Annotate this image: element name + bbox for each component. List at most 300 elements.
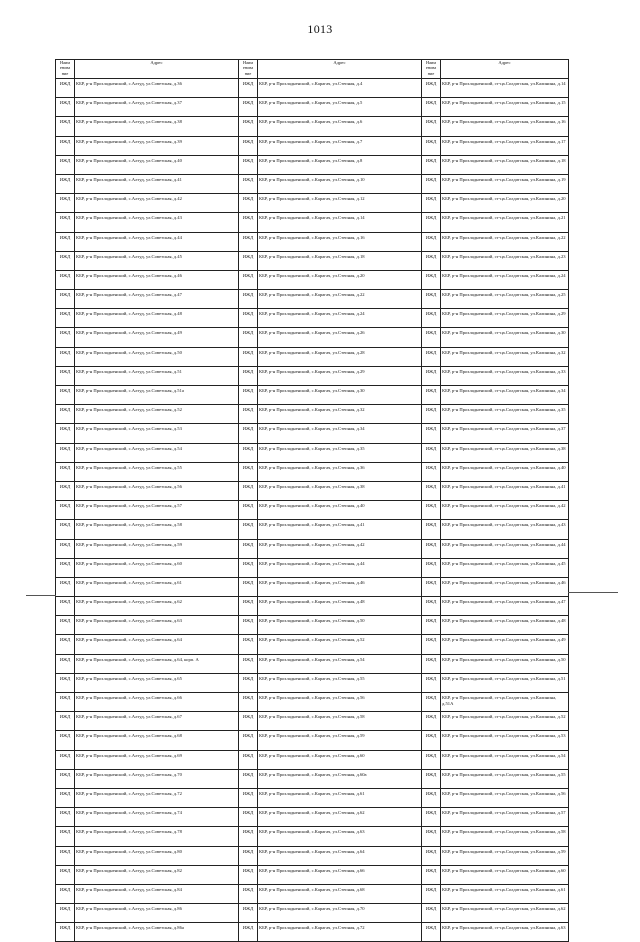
row-address-1: КБР, р-н Прохладненский, с.Алтуд, ул.Советская, д.48 (75, 309, 239, 328)
row-address-1: КБР, р-н Прохладненский, с.Алтуд, ул.Советская, д.56 (75, 481, 239, 500)
row-type-1: ИЖД (56, 270, 75, 289)
table-row (56, 654, 569, 673)
header-address-1: Адрес (75, 60, 239, 79)
row-type-2: ИЖД (239, 309, 258, 328)
table-row (56, 501, 569, 520)
table-row (56, 712, 569, 731)
row-address-1: КБР, р-н Прохладненский, с.Алтуд, ул.Советская, д.53 (75, 424, 239, 443)
row-type-2: ИЖД (239, 290, 258, 309)
table-row (56, 539, 569, 558)
row-type-3: ИЖД (422, 750, 441, 769)
table-row (56, 673, 569, 692)
row-address-2: КБР, р-н Прохладненский, с.Карагач, ул.Степная, д.62 (258, 808, 422, 827)
row-address-3: КБР, р-н Прохладненский, ст-ца.Солдатская, ул.Калинина, д.40 (441, 462, 569, 481)
row-type-1: ИЖД (56, 788, 75, 807)
row-type-1: ИЖД (56, 712, 75, 731)
row-address-2: КБР, р-н Прохладненский, с.Карагач, ул.Степная, д.8 (258, 155, 422, 174)
row-address-1: КБР, р-н Прохладненский, с.Алтуд, ул.Советская, д.52 (75, 405, 239, 424)
row-type-2: ИЖД (239, 424, 258, 443)
row-address-1: КБР, р-н Прохладненский, с.Алтуд, ул.Советская, д.51а (75, 386, 239, 405)
row-address-3: КБР, р-н Прохладненский, ст-ца.Солдатская, ул.Калинина, д.14 (441, 79, 569, 98)
table-row (56, 309, 569, 328)
row-address-3: КБР, р-н Прохладненский, ст-ца.Солдатская, ул.Калинина, д.49 (441, 635, 569, 654)
row-address-3: КБР, р-н Прохладненский, ст-ца.Солдатская, ул.Калинина, д.50 (441, 654, 569, 673)
row-type-1: ИЖД (56, 194, 75, 213)
row-address-1: КБР, р-н Прохладненский, с.Алтуд, ул.Советская, д.40 (75, 155, 239, 174)
row-type-1: ИЖД (56, 884, 75, 903)
row-type-3: ИЖД (422, 693, 441, 712)
table-row (56, 98, 569, 117)
row-address-2: КБР, р-н Прохладненский, с.Карагач, ул.Степная, д.50 (258, 616, 422, 635)
header-type-2: Наим енова ние (239, 60, 258, 79)
row-address-2: КБР, р-н Прохладненский, с.Карагач, ул.Степная, д.41 (258, 520, 422, 539)
header-row (56, 60, 569, 79)
row-address-2: КБР, р-н Прохладненский, с.Карагач, ул.Степная, д.60а (258, 769, 422, 788)
row-address-2: КБР, р-н Прохладненский, с.Карагач, ул.Степная, д.61 (258, 788, 422, 807)
row-type-1: ИЖД (56, 136, 75, 155)
row-type-1: ИЖД (56, 865, 75, 884)
row-type-1: ИЖД (56, 481, 75, 500)
row-address-3: КБР, р-н Прохладненский, ст-ца.Солдатская, ул.Калинина, д.15 (441, 98, 569, 117)
row-type-2: ИЖД (239, 251, 258, 270)
table-row (56, 155, 569, 174)
table-row (56, 462, 569, 481)
table-row (56, 788, 569, 807)
row-type-1: ИЖД (56, 808, 75, 827)
row-address-3: КБР, р-н Прохладненский, ст-ца.Солдатская, ул.Калинина, д.61 (441, 884, 569, 903)
row-address-3: КБР, р-н Прохладненский, ст-ца.Солдатская, ул.Калинина, д.62 (441, 904, 569, 923)
table-row (56, 136, 569, 155)
row-type-3: ИЖД (422, 424, 441, 443)
row-type-1: ИЖД (56, 731, 75, 750)
row-address-1: КБР, р-н Прохладненский, с.Алтуд, ул.Советская, д.66 (75, 693, 239, 712)
row-address-3: КБР, р-н Прохладненский, ст-ца.Солдатская, ул.Калинина, д.56 (441, 788, 569, 807)
row-address-1: КБР, р-н Прохладненский, с.Алтуд, ул.Советская, д.39 (75, 136, 239, 155)
header-address-2: Адрес (258, 60, 422, 79)
row-address-1: КБР, р-н Прохладненский, с.Алтуд, ул.Советская, д.63 (75, 616, 239, 635)
table-row (56, 769, 569, 788)
row-type-2: ИЖД (239, 386, 258, 405)
row-address-3: КБР, р-н Прохладненский, ст-ца.Солдатская, ул.Калинина, д.53 (441, 731, 569, 750)
row-type-3: ИЖД (422, 788, 441, 807)
row-type-3: ИЖД (422, 328, 441, 347)
row-type-3: ИЖД (422, 366, 441, 385)
row-type-2: ИЖД (239, 405, 258, 424)
table-row (56, 597, 569, 616)
table-row (56, 328, 569, 347)
row-address-1: КБР, р-н Прохладненский, с.Алтуд, ул.Советская, д.49 (75, 328, 239, 347)
row-address-1: КБР, р-н Прохладненский, с.Алтуд, ул.Советская, д.82 (75, 865, 239, 884)
row-address-1: КБР, р-н Прохладненский, с.Алтуд, ул.Советская, д.64, корп. А (75, 654, 239, 673)
row-address-2: КБР, р-н Прохладненский, с.Карагач, ул.Степная, д.40 (258, 501, 422, 520)
table-row (56, 232, 569, 251)
row-type-3: ИЖД (422, 712, 441, 731)
row-type-3: ИЖД (422, 884, 441, 903)
row-address-1: КБР, р-н Прохладненский, с.Алтуд, ул.Советская, д.47 (75, 290, 239, 309)
row-type-1: ИЖД (56, 290, 75, 309)
row-address-1: КБР, р-н Прохладненский, с.Алтуд, ул.Советская, д.67 (75, 712, 239, 731)
row-address-2: КБР, р-н Прохладненский, с.Карагач, ул.Степная, д.7 (258, 136, 422, 155)
row-type-3: ИЖД (422, 136, 441, 155)
row-address-2: КБР, р-н Прохладненский, с.Карагач, ул.Степная, д.54 (258, 654, 422, 673)
row-address-2: КБР, р-н Прохладненский, с.Карагач, ул.Степная, д.34 (258, 424, 422, 443)
row-address-1: КБР, р-н Прохладненский, с.Алтуд, ул.Советская, д.50 (75, 347, 239, 366)
row-address-1: КБР, р-н Прохладненский, с.Алтуд, ул.Советская, д.41 (75, 174, 239, 193)
row-type-3: ИЖД (422, 520, 441, 539)
table-row (56, 347, 569, 366)
row-type-2: ИЖД (239, 174, 258, 193)
row-address-3: КБР, р-н Прохладненский, ст-ца.Солдатская, ул.Калинина, д.46 (441, 577, 569, 596)
row-type-1: ИЖД (56, 347, 75, 366)
row-address-1: КБР, р-н Прохладненский, с.Алтуд, ул.Советская, д.65 (75, 673, 239, 692)
row-type-2: ИЖД (239, 788, 258, 807)
table-row (56, 443, 569, 462)
row-address-3: КБР, р-н Прохладненский, ст-ца.Солдатская, ул.Калинина, д.20 (441, 194, 569, 213)
row-address-1: КБР, р-н Прохладненский, с.Алтуд, ул.Советская, д.36 (75, 79, 239, 98)
row-address-2: КБР, р-н Прохладненский, с.Карагач, ул.Степная, д.63 (258, 827, 422, 846)
row-type-3: ИЖД (422, 98, 441, 117)
row-type-2: ИЖД (239, 270, 258, 289)
row-type-2: ИЖД (239, 136, 258, 155)
row-address-3: КБР, р-н Прохладненский, ст-ца.Солдатская, ул.Калинина, д.54 (441, 750, 569, 769)
row-type-1: ИЖД (56, 539, 75, 558)
row-address-3: КБР, р-н Прохладненский, ст-ца.Солдатская, ул.Калинина, д.38 (441, 443, 569, 462)
row-type-1: ИЖД (56, 827, 75, 846)
row-type-2: ИЖД (239, 347, 258, 366)
row-type-3: ИЖД (422, 405, 441, 424)
row-address-1: КБР, р-н Прохладненский, с.Алтуд, ул.Советская, д.70 (75, 769, 239, 788)
address-table (55, 59, 569, 942)
row-address-2: КБР, р-н Прохладненский, с.Карагач, ул.Степная, д.66 (258, 865, 422, 884)
row-type-3: ИЖД (422, 846, 441, 865)
table-row (56, 577, 569, 596)
row-type-2: ИЖД (239, 155, 258, 174)
row-address-3: КБР, р-н Прохладненский, ст-ца.Солдатская, ул.Калинина, д.23 (441, 251, 569, 270)
row-address-1: КБР, р-н Прохладненский, с.Алтуд, ул.Советская, д.54 (75, 443, 239, 462)
table-row (56, 481, 569, 500)
row-type-1: ИЖД (56, 673, 75, 692)
row-type-2: ИЖД (239, 654, 258, 673)
row-address-2: КБР, р-н Прохладненский, с.Карагач, ул.Степная, д.5 (258, 98, 422, 117)
row-type-2: ИЖД (239, 635, 258, 654)
row-type-2: ИЖД (239, 462, 258, 481)
row-address-3: КБР, р-н Прохладненский, ст-ца.Солдатская, ул.Калинина, д.51А (441, 693, 569, 712)
row-address-1: КБР, р-н Прохладненский, с.Алтуд, ул.Советская, д.80 (75, 846, 239, 865)
row-type-1: ИЖД (56, 635, 75, 654)
row-type-3: ИЖД (422, 616, 441, 635)
row-type-2: ИЖД (239, 232, 258, 251)
row-address-3: КБР, р-н Прохладненский, ст-ца.Солдатская, ул.Калинина, д.45 (441, 558, 569, 577)
page-number: 1013 (307, 22, 333, 36)
row-address-3: КБР, р-н Прохладненский, ст-ца.Солдатская, ул.Калинина, д.19 (441, 174, 569, 193)
row-type-2: ИЖД (239, 481, 258, 500)
row-address-2: КБР, р-н Прохладненский, с.Карагач, ул.Степная, д.20 (258, 270, 422, 289)
row-address-2: КБР, р-н Прохладненский, с.Карагач, ул.Степная, д.18 (258, 251, 422, 270)
row-type-3: ИЖД (422, 635, 441, 654)
row-type-1: ИЖД (56, 405, 75, 424)
row-type-3: ИЖД (422, 769, 441, 788)
row-type-1: ИЖД (56, 558, 75, 577)
row-type-2: ИЖД (239, 98, 258, 117)
row-address-1: КБР, р-н Прохладненский, с.Алтуд, ул.Советская, д.37 (75, 98, 239, 117)
row-type-3: ИЖД (422, 597, 441, 616)
row-address-1: КБР, р-н Прохладненский, с.Алтуд, ул.Советская, д.86 (75, 904, 239, 923)
row-type-1: ИЖД (56, 577, 75, 596)
row-address-2: КБР, р-н Прохладненский, с.Карагач, ул.Степная, д.29 (258, 366, 422, 385)
row-address-3: КБР, р-н Прохладненский, ст-ца.Солдатская, ул.Калинина, д.63 (441, 923, 569, 942)
row-type-2: ИЖД (239, 693, 258, 712)
row-type-2: ИЖД (239, 117, 258, 136)
row-address-3: КБР, р-н Прохладненский, ст-ца.Солдатская, ул.Калинина, д.58 (441, 827, 569, 846)
row-type-1: ИЖД (56, 213, 75, 232)
row-address-3: КБР, р-н Прохладненский, ст-ца.Солдатская, ул.Калинина, д.35 (441, 405, 569, 424)
row-address-3: КБР, р-н Прохладненский, ст-ца.Солдатская, ул.Калинина, д.16 (441, 117, 569, 136)
row-type-1: ИЖД (56, 443, 75, 462)
row-address-3: КБР, р-н Прохладненский, ст-ца.Солдатская, ул.Калинина, д.47 (441, 597, 569, 616)
row-type-1: ИЖД (56, 155, 75, 174)
row-address-3: КБР, р-н Прохладненский, ст-ца.Солдатская, ул.Калинина, д.51 (441, 673, 569, 692)
row-type-2: ИЖД (239, 884, 258, 903)
table-row (56, 194, 569, 213)
row-address-2: КБР, р-н Прохладненский, с.Карагач, ул.Степная, д.22 (258, 290, 422, 309)
table-row (56, 904, 569, 923)
table-row (56, 424, 569, 443)
row-type-3: ИЖД (422, 251, 441, 270)
row-type-3: ИЖД (422, 481, 441, 500)
row-address-3: КБР, р-н Прохладненский, ст-ца.Солдатская, ул.Калинина, д.60 (441, 865, 569, 884)
row-type-3: ИЖД (422, 117, 441, 136)
row-type-1: ИЖД (56, 366, 75, 385)
row-address-3: КБР, р-н Прохладненский, ст-ца.Солдатская, ул.Калинина, д.33 (441, 366, 569, 385)
row-address-1: КБР, р-н Прохладненский, с.Алтуд, ул.Советская, д.69 (75, 750, 239, 769)
row-type-1: ИЖД (56, 232, 75, 251)
row-type-2: ИЖД (239, 79, 258, 98)
row-address-3: КБР, р-н Прохладненский, ст-ца.Солдатская, ул.Калинина, д.24 (441, 270, 569, 289)
row-type-2: ИЖД (239, 501, 258, 520)
table-row (56, 79, 569, 98)
row-address-1: КБР, р-н Прохладненский, с.Алтуд, ул.Советская, д.42 (75, 194, 239, 213)
row-address-1: КБР, р-н Прохладненский, с.Алтуд, ул.Советская, д.74 (75, 808, 239, 827)
row-type-1: ИЖД (56, 501, 75, 520)
row-address-2: КБР, р-н Прохладненский, с.Карагач, ул.Степная, д.6 (258, 117, 422, 136)
row-address-3: КБР, р-н Прохладненский, ст-ца.Солдатская, ул.Калинина, д.17 (441, 136, 569, 155)
row-type-1: ИЖД (56, 174, 75, 193)
row-type-2: ИЖД (239, 213, 258, 232)
row-type-3: ИЖД (422, 155, 441, 174)
row-type-3: ИЖД (422, 290, 441, 309)
row-address-3: КБР, р-н Прохладненский, ст-ца.Солдатская, ул.Калинина, д.42 (441, 501, 569, 520)
table-row (56, 731, 569, 750)
table-row (56, 558, 569, 577)
row-address-3: КБР, р-н Прохладненский, ст-ца.Солдатская, ул.Калинина, д.34 (441, 386, 569, 405)
row-address-1: КБР, р-н Прохладненский, с.Алтуд, ул.Советская, д.44 (75, 232, 239, 251)
row-address-3: КБР, р-н Прохладненский, ст-ца.Солдатская, ул.Калинина, д.41 (441, 481, 569, 500)
row-type-3: ИЖД (422, 577, 441, 596)
row-type-2: ИЖД (239, 750, 258, 769)
row-address-3: КБР, р-н Прохладненский, ст-ца.Солдатская, ул.Калинина, д.25 (441, 290, 569, 309)
table-row (56, 117, 569, 136)
row-address-1: КБР, р-н Прохладненский, с.Алтуд, ул.Советская, д.58 (75, 520, 239, 539)
row-type-3: ИЖД (422, 213, 441, 232)
table-row (56, 865, 569, 884)
table-header (56, 60, 569, 79)
row-type-1: ИЖД (56, 424, 75, 443)
table-row (56, 827, 569, 846)
header-type-3: Наим енова ние (422, 60, 441, 79)
row-address-2: КБР, р-н Прохладненский, с.Карагач, ул.Степная, д.36 (258, 462, 422, 481)
header-address-3: Адрес (441, 60, 569, 79)
header-type-1: Наим енова ние (56, 60, 75, 79)
row-address-1: КБР, р-н Прохладненский, с.Алтуд, ул.Советская, д.59 (75, 539, 239, 558)
row-type-2: ИЖД (239, 865, 258, 884)
row-type-1: ИЖД (56, 769, 75, 788)
row-address-2: КБР, р-н Прохладненский, с.Карагач, ул.Степная, д.16 (258, 232, 422, 251)
row-type-1: ИЖД (56, 846, 75, 865)
row-type-3: ИЖД (422, 673, 441, 692)
row-address-2: КБР, р-н Прохладненский, с.Карагач, ул.Степная, д.59 (258, 731, 422, 750)
row-address-3: КБР, р-н Прохладненский, ст-ца.Солдатская, ул.Калинина, д.48 (441, 616, 569, 635)
table-body (56, 79, 569, 942)
row-type-3: ИЖД (422, 827, 441, 846)
row-type-2: ИЖД (239, 558, 258, 577)
row-type-1: ИЖД (56, 750, 75, 769)
row-address-2: КБР, р-н Прохладненский, с.Карагач, ул.Степная, д.58 (258, 712, 422, 731)
row-type-3: ИЖД (422, 462, 441, 481)
row-type-3: ИЖД (422, 654, 441, 673)
table-row (56, 846, 569, 865)
row-type-2: ИЖД (239, 520, 258, 539)
row-address-1: КБР, р-н Прохладненский, с.Алтуд, ул.Советская, д.57 (75, 501, 239, 520)
table-row (56, 270, 569, 289)
row-address-2: КБР, р-н Прохладненский, с.Карагач, ул.Степная, д.52 (258, 635, 422, 654)
row-type-3: ИЖД (422, 808, 441, 827)
row-type-1: ИЖД (56, 98, 75, 117)
row-type-1: ИЖД (56, 616, 75, 635)
row-type-1: ИЖД (56, 923, 75, 942)
row-address-2: КБР, р-н Прохладненский, с.Карагач, ул.Степная, д.14 (258, 213, 422, 232)
row-type-1: ИЖД (56, 462, 75, 481)
row-type-3: ИЖД (422, 174, 441, 193)
row-type-3: ИЖД (422, 443, 441, 462)
row-type-3: ИЖД (422, 194, 441, 213)
row-address-2: КБР, р-н Прохладненский, с.Карагач, ул.Степная, д.60 (258, 750, 422, 769)
row-address-1: КБР, р-н Прохладненский, с.Алтуд, ул.Советская, д.43 (75, 213, 239, 232)
row-address-2: КБР, р-н Прохладненский, с.Карагач, ул.Степная, д.55 (258, 673, 422, 692)
row-type-3: ИЖД (422, 501, 441, 520)
row-type-3: ИЖД (422, 865, 441, 884)
row-type-1: ИЖД (56, 520, 75, 539)
table-row (56, 808, 569, 827)
table-row (56, 884, 569, 903)
row-address-2: КБР, р-н Прохладненский, с.Карагач, ул.Степная, д.56 (258, 693, 422, 712)
row-type-2: ИЖД (239, 827, 258, 846)
row-address-2: КБР, р-н Прохладненский, с.Карагач, ул.Степная, д.26 (258, 328, 422, 347)
row-address-1: КБР, р-н Прохладненский, с.Алтуд, ул.Советская, д.64 (75, 635, 239, 654)
row-address-1: КБР, р-н Прохладненский, с.Алтуд, ул.Советская, д.86а (75, 923, 239, 942)
row-address-3: КБР, р-н Прохладненский, ст-ца.Солдатская, ул.Калинина, д.44 (441, 539, 569, 558)
table-row (56, 213, 569, 232)
row-address-3: КБР, р-н Прохладненский, ст-ца.Солдатская, ул.Калинина, д.22 (441, 232, 569, 251)
scan-line (26, 595, 56, 596)
row-type-2: ИЖД (239, 577, 258, 596)
table-row (56, 693, 569, 712)
table-row (56, 520, 569, 539)
row-type-1: ИЖД (56, 117, 75, 136)
row-type-3: ИЖД (422, 309, 441, 328)
row-address-2: КБР, р-н Прохладненский, с.Карагач, ул.Степная, д.4 (258, 79, 422, 98)
row-type-2: ИЖД (239, 366, 258, 385)
row-address-2: КБР, р-н Прохладненский, с.Карагач, ул.Степная, д.24 (258, 309, 422, 328)
row-address-3: КБР, р-н Прохладненский, ст-ца.Солдатская, ул.Калинина, д.57 (441, 808, 569, 827)
table-row (56, 405, 569, 424)
row-type-1: ИЖД (56, 904, 75, 923)
row-type-3: ИЖД (422, 270, 441, 289)
row-type-1: ИЖД (56, 386, 75, 405)
row-address-2: КБР, р-н Прохладненский, с.Карагач, ул.Степная, д.70 (258, 904, 422, 923)
table-row (56, 616, 569, 635)
row-type-2: ИЖД (239, 808, 258, 827)
row-address-2: КБР, р-н Прохладненский, с.Карагач, ул.Степная, д.38 (258, 481, 422, 500)
row-address-1: КБР, р-н Прохладненский, с.Алтуд, ул.Советская, д.72 (75, 788, 239, 807)
row-type-2: ИЖД (239, 846, 258, 865)
row-address-1: КБР, р-н Прохладненский, с.Алтуд, ул.Советская, д.55 (75, 462, 239, 481)
row-type-2: ИЖД (239, 539, 258, 558)
row-address-2: КБР, р-н Прохладненский, с.Карагач, ул.Степная, д.48 (258, 597, 422, 616)
table-row (56, 635, 569, 654)
row-address-2: КБР, р-н Прохладненский, с.Карагач, ул.Степная, д.72 (258, 923, 422, 942)
row-address-1: КБР, р-н Прохладненский, с.Алтуд, ул.Советская, д.38 (75, 117, 239, 136)
row-type-3: ИЖД (422, 731, 441, 750)
row-address-3: КБР, р-н Прохладненский, ст-ца.Солдатская, ул.Калинина, д.32 (441, 347, 569, 366)
row-address-2: КБР, р-н Прохладненский, с.Карагач, ул.Степная, д.44 (258, 558, 422, 577)
row-address-2: КБР, р-н Прохладненский, с.Карагач, ул.Степная, д.32 (258, 405, 422, 424)
row-type-3: ИЖД (422, 539, 441, 558)
row-address-3: КБР, р-н Прохладненский, ст-ца.Солдатская, ул.Калинина, д.43 (441, 520, 569, 539)
scan-line (568, 592, 618, 593)
row-type-1: ИЖД (56, 693, 75, 712)
row-address-1: КБР, р-н Прохладненский, с.Алтуд, ул.Советская, д.84 (75, 884, 239, 903)
row-address-2: КБР, р-н Прохладненский, с.Карагач, ул.Степная, д.10 (258, 174, 422, 193)
row-address-2: КБР, р-н Прохладненский, с.Карагач, ул.Степная, д.42 (258, 539, 422, 558)
row-address-3: КБР, р-н Прохладненский, ст-ца.Солдатская, ул.Калинина, д.37 (441, 424, 569, 443)
row-type-3: ИЖД (422, 79, 441, 98)
row-address-1: КБР, р-н Прохладненский, с.Алтуд, ул.Советская, д.51 (75, 366, 239, 385)
row-type-2: ИЖД (239, 712, 258, 731)
table-row (56, 386, 569, 405)
row-address-1: КБР, р-н Прохладненский, с.Алтуд, ул.Советская, д.45 (75, 251, 239, 270)
row-address-1: КБР, р-н Прохладненский, с.Алтуд, ул.Советская, д.60 (75, 558, 239, 577)
row-type-2: ИЖД (239, 194, 258, 213)
row-type-2: ИЖД (239, 904, 258, 923)
row-type-1: ИЖД (56, 79, 75, 98)
row-address-2: КБР, р-н Прохладненский, с.Карагач, ул.Степная, д.12 (258, 194, 422, 213)
row-address-3: КБР, р-н Прохладненский, ст-ца.Солдатская, ул.Калинина, д.59 (441, 846, 569, 865)
row-type-3: ИЖД (422, 386, 441, 405)
row-address-3: КБР, р-н Прохладненский, ст-ца.Солдатская, ул.Калинина, д.55 (441, 769, 569, 788)
row-type-1: ИЖД (56, 309, 75, 328)
row-address-1: КБР, р-н Прохладненский, с.Алтуд, ул.Советская, д.62 (75, 597, 239, 616)
row-address-3: КБР, р-н Прохладненский, ст-ца.Солдатская, ул.Калинина, д.52 (441, 712, 569, 731)
row-address-1: КБР, р-н Прохладненский, с.Алтуд, ул.Советская, д.61 (75, 577, 239, 596)
row-type-3: ИЖД (422, 558, 441, 577)
row-address-2: КБР, р-н Прохладненский, с.Карагач, ул.Степная, д.30 (258, 386, 422, 405)
row-type-1: ИЖД (56, 328, 75, 347)
row-address-3: КБР, р-н Прохладненский, ст-ца.Солдатская, ул.Калинина, д.21 (441, 213, 569, 232)
row-type-2: ИЖД (239, 597, 258, 616)
row-type-2: ИЖД (239, 923, 258, 942)
table-row (56, 366, 569, 385)
row-address-3: КБР, р-н Прохладненский, ст-ца.Солдатская, ул.Калинина, д.18 (441, 155, 569, 174)
